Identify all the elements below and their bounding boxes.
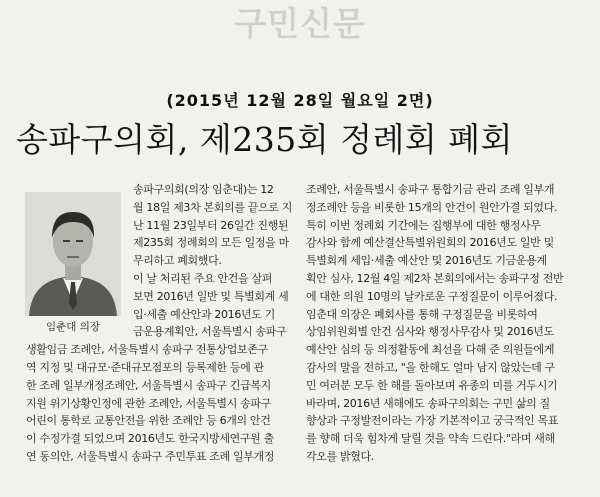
masthead-logo: 구민신문 — [234, 4, 366, 43]
article-line: 특히 이번 정례회 기간에는 집행부에 대한 행정사무 — [306, 218, 541, 232]
article-line: 월 18일 제3차 본회의를 끝으로 지 — [133, 200, 292, 214]
article-line: 한 조례 일부개정조례안, 서울특별시 송파구 긴급복지 — [26, 378, 271, 392]
article-line: 제235회 정례회의 모든 일정을 마 — [133, 236, 289, 250]
article-line: 감사의 말을 전하고, "올 한해도 얼마 남지 않았는데 구 — [306, 360, 555, 374]
article-line: 향상과 구정발전이라는 가장 기본적이고 궁극적인 목표 — [306, 414, 559, 428]
article-line: 역 지정 및 대규모·준대규모점포의 등록제한 등에 관 — [26, 360, 264, 374]
article-line: 난 11월 23일부터 26일간 진행된 — [133, 218, 289, 232]
article-line: 를 향해 더욱 힘차게 달릴 것을 약속 드린다."라며 새해 — [306, 432, 555, 446]
article-line: 보면 2016년 일반 및 특별회계 세 — [133, 289, 289, 303]
article-column-right — [306, 181, 592, 466]
article-line: 특별회계 세입·세출 예산안 및 2016년도 기금운용계 — [306, 254, 547, 268]
article-line: 생활임금 조례안, 서울특별시 송파구 전통상업보존구 — [26, 343, 268, 357]
article-line: 획안 심사, 12월 4일 제2차 본회의에서는 송파구정 전반 — [306, 271, 564, 285]
article-line: 에 대한 의원 10명의 날카로운 구정질문이 이루어졌다. — [306, 289, 558, 303]
article-line: 정조례안 등을 비롯한 15개의 안건이 원안가결 되었다. — [306, 200, 558, 214]
article-line: 예산안 심의 등 의정활동에 최선을 다해 준 의원들에게 — [306, 343, 555, 357]
article-column-left — [26, 181, 296, 466]
article-line: 민 여러분 모두 한 해를 돌아보며 유종의 미를 거두시기 — [306, 378, 558, 392]
article-line: 어린이 통학로 교통안전을 위한 조례안 등 6개의 안건 — [26, 414, 271, 428]
article-line: 이 수정가결 되었으며 2016년도 한국지방세연구원 출 — [26, 432, 274, 446]
article-line: 임춘대 의장은 폐회사를 통해 구정질문을 비롯하여 — [306, 307, 538, 321]
article-line: 바라며, 2016년 새해에도 송파구의회는 구민 삶의 질 — [306, 396, 550, 410]
article-line: 입·세출 예산안과 2016년도 기 — [133, 307, 275, 321]
article-line: 연 동의안, 서울특별시 송파구 주민투표 조례 일부개정 — [26, 449, 275, 463]
article-line: 송파구의회(의장 임춘대)는 12 — [133, 183, 274, 196]
article-line: 각오를 밝혔다. — [306, 449, 374, 463]
article-line: 조례안, 서울특별시 송파구 통합기금 관리 조례 일부개 — [306, 183, 555, 196]
article-line: 이 날 처리된 주요 안건을 살펴 — [133, 271, 273, 285]
headline: 송파구의회, 제235회 정례회 폐회 — [16, 120, 513, 159]
article-line: 금운용계획안, 서울특별시 송파구 — [133, 325, 287, 339]
article-line: 무리하고 폐회했다. — [133, 254, 222, 268]
photo-caption: 임춘대 의장 — [45, 321, 101, 333]
dateline: (2015년 12월 28일 월요일 2면) — [166, 91, 434, 110]
article-line: 감사와 함께 예산결산특별위원회의 2016년도 일반 및 — [306, 236, 554, 250]
article-line: 지원 위기상황인정에 관한 조례안, 서울특별시 송파구 — [26, 396, 271, 410]
article-line: 상임위원회별 안건 심사와 행정사무감사 및 2016년도 — [306, 325, 554, 339]
